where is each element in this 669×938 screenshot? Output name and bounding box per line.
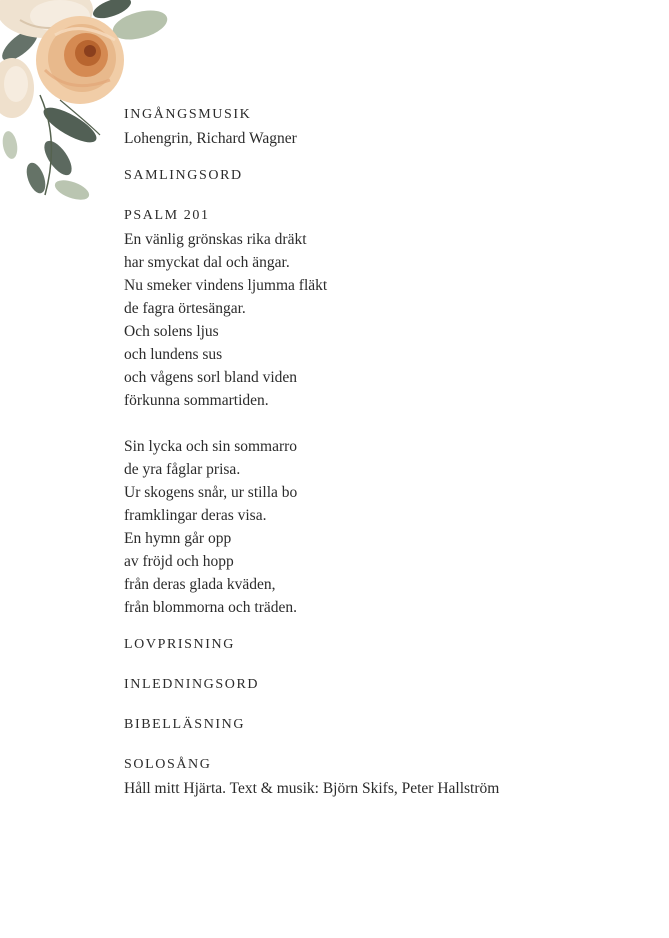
psalm-line: En hymn går opp [124,530,232,547]
psalm-stanza-2 [124,435,644,619]
psalm-line: och vågens sorl bland viden [124,369,298,386]
psalm-line: Sin lycka och sin sommarro [124,438,298,455]
section-heading: INLEDNINGSORD [124,677,260,692]
section-heading: INGÅNGSMUSIK [124,107,252,122]
rose-bud [0,58,34,118]
psalm-line: Nu smeker vindens ljumma fläkt [124,277,328,294]
psalm-line: och lundens sus [124,346,223,363]
psalm-line: har smyckat dal och ängar. [124,254,290,271]
psalm-line: framklingar deras visa. [124,507,267,524]
psalm-line: förkunna sommartiden. [124,392,269,409]
section-bibellasning [124,716,644,734]
section-heading: SAMLINGSORD [124,168,243,183]
section-heading: PSALM 201 [124,208,210,223]
psalm-line: från deras glada kväden, [124,576,276,593]
section-detail: Håll mitt Hjärta. Text & musik: Björn Skifs, Peter Hallström [124,780,500,797]
psalm-line: Ur skogens snår, ur stilla bo [124,484,298,501]
section-detail: Lohengrin, Richard Wagner [124,130,297,147]
order-of-service [124,106,644,817]
section-psalm [124,207,644,619]
rose-peach [36,16,124,104]
section-heading: SOLOSÅNG [124,757,212,772]
section-inledningsord [124,676,644,694]
psalm-line: En vänlig grönskas rika dräkt [124,231,307,248]
psalm-line: de yra fåglar prisa. [124,461,241,478]
section-ingangsmusik [124,106,644,150]
section-heading: LOVPRISNING [124,637,235,652]
section-heading: BIBELLÄSNING [124,717,246,732]
section-samlingsord [124,167,644,185]
psalm-line: av fröjd och hopp [124,553,234,570]
psalm-stanza-1 [124,228,644,412]
section-lovprisning [124,636,644,654]
psalm-line: de fagra örtesängar. [124,300,246,317]
psalm-line: från blommorna och träden. [124,599,298,616]
psalm-line: Och solens ljus [124,323,219,340]
section-solosang [124,756,644,800]
